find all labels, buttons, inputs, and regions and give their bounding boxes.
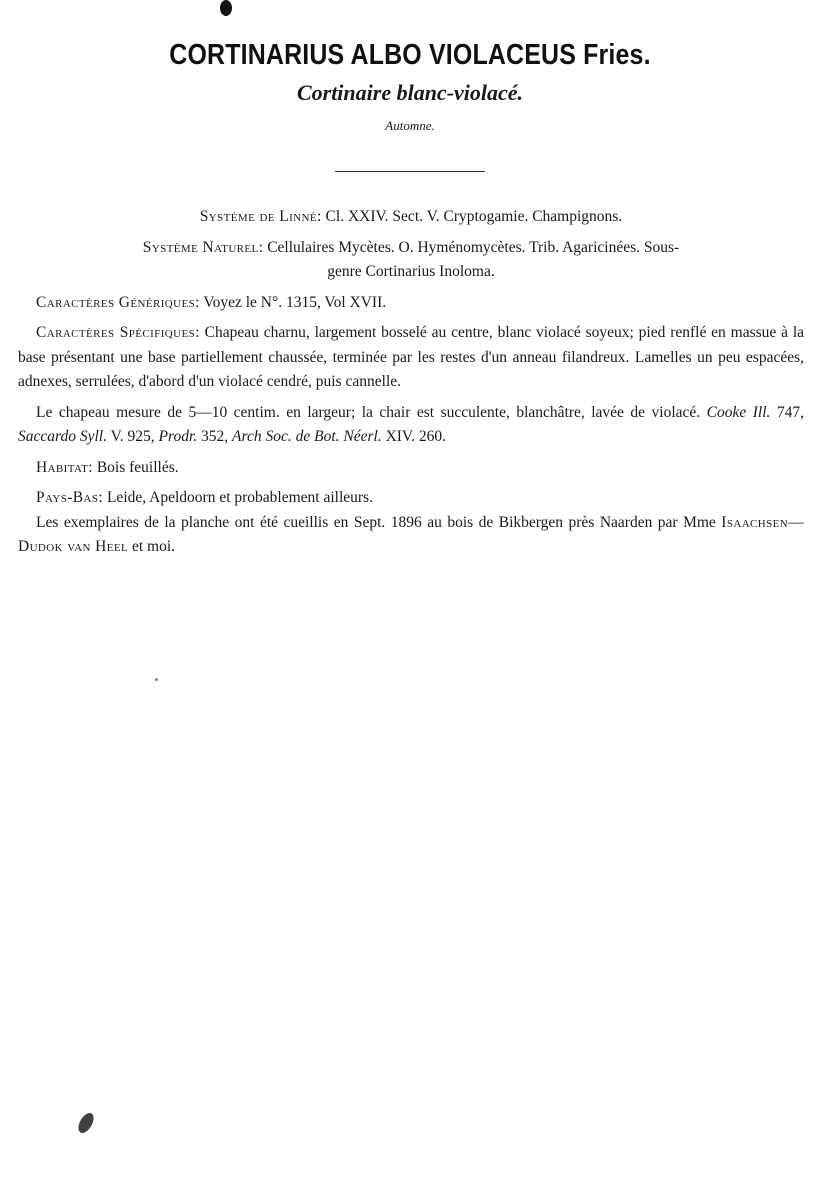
exemplaires-paragraph <box>18 511 804 560</box>
habitat-text: Bois feuillés. <box>96 458 179 476</box>
reference-prodr: Prodr. <box>158 428 198 445</box>
caracteres-generiques-paragraph <box>18 291 804 316</box>
systeme-linne-text: Cl. XXIV. Sect. V. Cryptogamie. Champignons. <box>325 208 623 225</box>
page-title: CORTINARIUS ALBO VIOLACEUS Fries. <box>169 39 651 71</box>
systeme-naturel-label: Système Naturel: <box>142 238 264 256</box>
dimensions-text: Le chapeau mesure de 5—10 centim. en largeur; la chair est succulente, blanchâtre, lavée de violacé. <box>36 403 701 421</box>
caracteres-generiques-text: Voyez le N°. 1315, Vol XVII. <box>203 293 387 311</box>
title-block <box>0 35 820 172</box>
pays-bas-paragraph <box>18 486 804 511</box>
dimensions-paragraph <box>18 401 804 450</box>
systeme-linne-label: Système de Linné: <box>199 208 322 225</box>
ink-speck <box>75 1110 96 1135</box>
title-abbreviation: Mme <box>683 513 716 531</box>
exemplaires-end: et moi. <box>131 538 176 555</box>
systeme-naturel-line2: genre Cortinarius Inoloma. <box>327 263 495 280</box>
reference-arch: Arch Soc. de Bot. Néerl. <box>232 428 382 445</box>
divider <box>335 171 485 172</box>
caracteres-specifiques-paragraph <box>18 321 804 395</box>
caracteres-specifiques-label: Caractères Spécifiques: <box>36 324 200 341</box>
systeme-linne-paragraph <box>18 205 804 230</box>
caracteres-generiques-label: Caractères Génériques: <box>36 293 200 311</box>
page-subtitle: Cortinaire blanc-violacé. <box>296 80 524 105</box>
document-body <box>18 205 804 566</box>
reference-arch-number: XIV. 260. <box>385 428 446 445</box>
caracteres-specifiques-text: Chapeau charnu, largement bosselé au centre, blanc violacé soyeux; pied renflé en massue à la base présentant une base partiellement chaussée, terminée par les restes d'un anneau filandreux. Lamelles un peu espacées, adnexes, serrulées, d'abord d'un violacé cendré, puis cannelle. <box>18 324 805 390</box>
reference-prodr-number: 352, <box>201 428 229 445</box>
reference-cooke: Cooke Ill. <box>706 403 771 421</box>
habitat-paragraph <box>18 456 804 481</box>
reference-saccardo-number: V. 925, <box>110 428 155 445</box>
exemplaires-text: Les exemplaires de la planche ont été cueillis en Sept. 1896 au bois de Bikbergen près Naarden par <box>36 513 678 531</box>
collector-names: Isaachsen—Dudok van Heel <box>18 513 805 555</box>
systeme-naturel-paragraph <box>18 236 804 285</box>
habitat-label: Habitat: <box>36 458 93 476</box>
pays-bas-text: Leide, Apeldoorn et probablement ailleurs. <box>106 489 373 506</box>
ink-speck <box>220 0 232 16</box>
pays-bas-label: Pays-Bas: <box>36 489 104 506</box>
systeme-naturel-line1: Cellulaires Mycètes. O. Hyménomycètes. Trib. Agaricinées. Sous- <box>267 238 680 256</box>
ink-speck <box>155 678 158 681</box>
reference-saccardo: Saccardo Syll. <box>18 428 107 445</box>
season-label: Automne. <box>385 118 435 133</box>
reference-cooke-number: 747, <box>776 403 804 421</box>
